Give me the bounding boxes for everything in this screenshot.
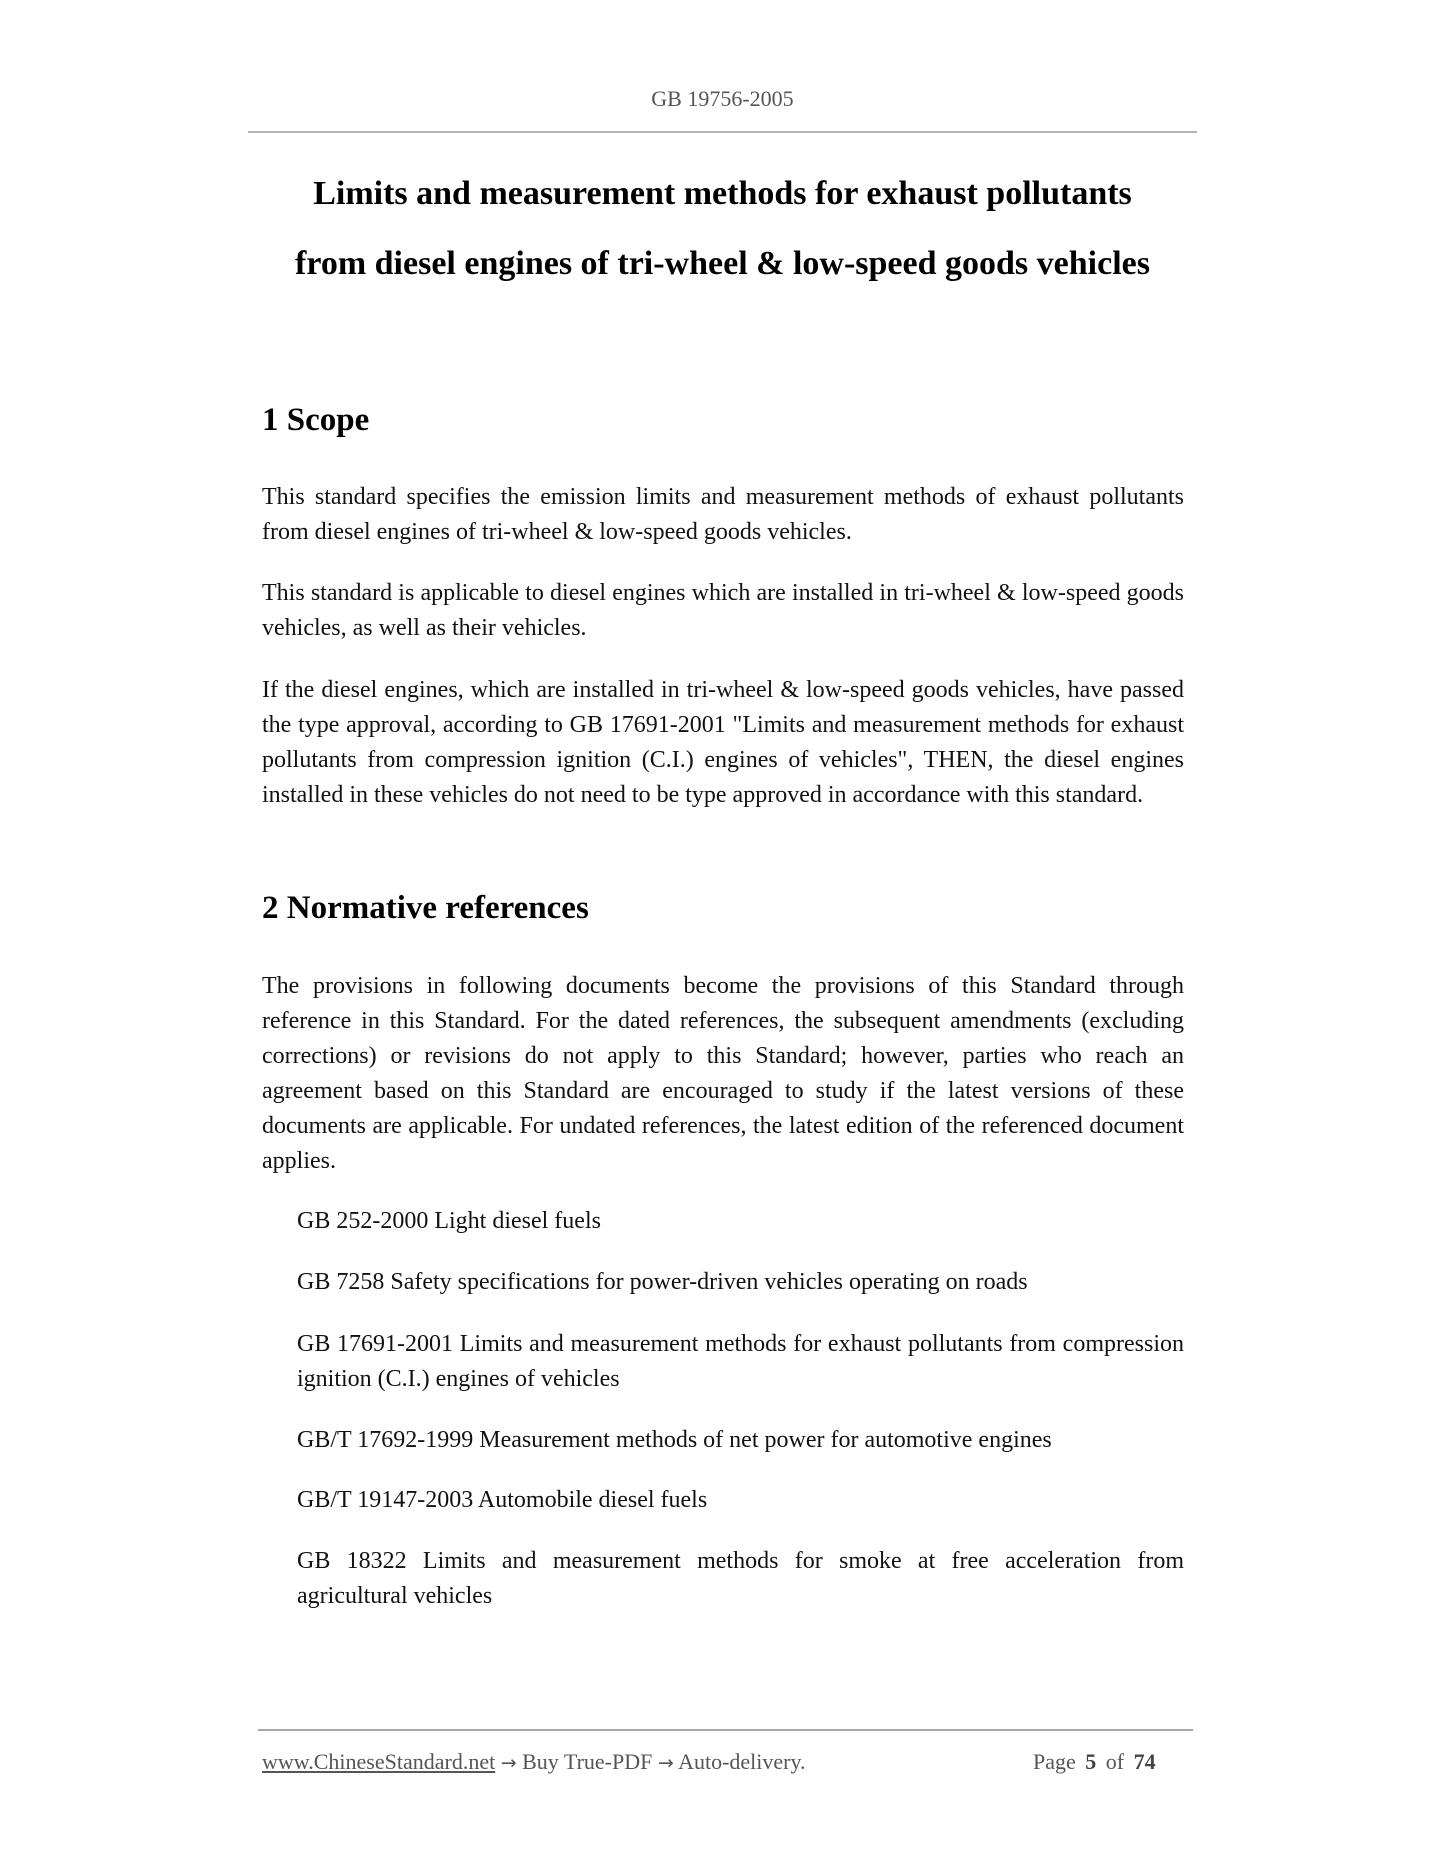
footer-step-buy: Buy True-PDF <box>522 1749 653 1774</box>
reference-item: GB 252-2000 Light diesel fuels <box>297 1208 601 1234</box>
document-title-line-2: from diesel engines of tri-wheel & low-speed goods vehicles <box>295 245 1150 282</box>
right-arrow-icon: → <box>500 1752 517 1774</box>
reference-item: GB/T 17692-1999 Measurement methods of net power for automotive engines <box>297 1427 1052 1453</box>
section-heading-scope: 1 Scope <box>262 402 370 438</box>
page-of-label: of <box>1105 1749 1125 1774</box>
normative-references-paragraph: The provisions in following documents become the provisions of this Standard through reference in this Standard. For the dated references, the subsequent amendments (excluding corrections) or revisions do not apply to this Standard; however, parties who reach an agreement based on this Standard are encouraged to study if the latest versions of these documents are applicable. For undated references, the latest edition of the referenced document applies. <box>262 973 1184 1174</box>
scope-paragraph-3: If the diesel engines, which are installed in tri-wheel & low-speed goods vehicles, have passed the type approval, according to GB 17691-2001 "Limits and measurement methods for exhaust pollutants from compression ignition (C.I.) engines of vehicles", THEN, the diesel engines installed in these vehicles do not need to be type approved in accordance with this standard. <box>262 677 1184 808</box>
reference-item: GB 7258 Safety specifications for power-driven vehicles operating on roads <box>297 1269 1028 1295</box>
footer-promo <box>262 1749 806 1776</box>
reference-item: GB 17691-2001 Limits and measurement methods for exhaust pollutants from compression ignition (C.I.) engines of vehicles <box>297 1331 1184 1392</box>
scope-paragraph-1: This standard specifies the emission limits and measurement methods of exhaust pollutants from diesel engines of tri-wheel & low-speed goods vehicles. <box>262 484 1184 545</box>
footer-step-delivery: Auto-delivery. <box>678 1749 806 1774</box>
page-label: Page <box>1033 1749 1076 1774</box>
document-title <box>248 159 1197 299</box>
reference-item: GB/T 19147-2003 Automobile diesel fuels <box>297 1487 708 1513</box>
document-title-line-1: Limits and measurement methods for exhaust pollutants <box>313 175 1132 212</box>
website-link[interactable]: www.ChineseStandard.net <box>262 1749 496 1774</box>
page-total: 74 <box>1133 1749 1156 1774</box>
footer-divider <box>258 1729 1193 1731</box>
scope-paragraph-2: This standard is applicable to diesel engines which are installed in tri-wheel & low-speed goods vehicles, as well as their vehicles. <box>262 580 1184 641</box>
page-indicator <box>1033 1749 1156 1775</box>
section-heading-normative-references: 2 Normative references <box>262 890 589 926</box>
header-divider <box>248 131 1197 133</box>
page-current: 5 <box>1085 1749 1097 1774</box>
running-header: GB 19756-2005 <box>651 86 794 111</box>
reference-item: GB 18322 Limits and measurement methods for smoke at free acceleration from agricultural vehicles <box>297 1548 1184 1609</box>
right-arrow-icon: → <box>657 1752 674 1774</box>
